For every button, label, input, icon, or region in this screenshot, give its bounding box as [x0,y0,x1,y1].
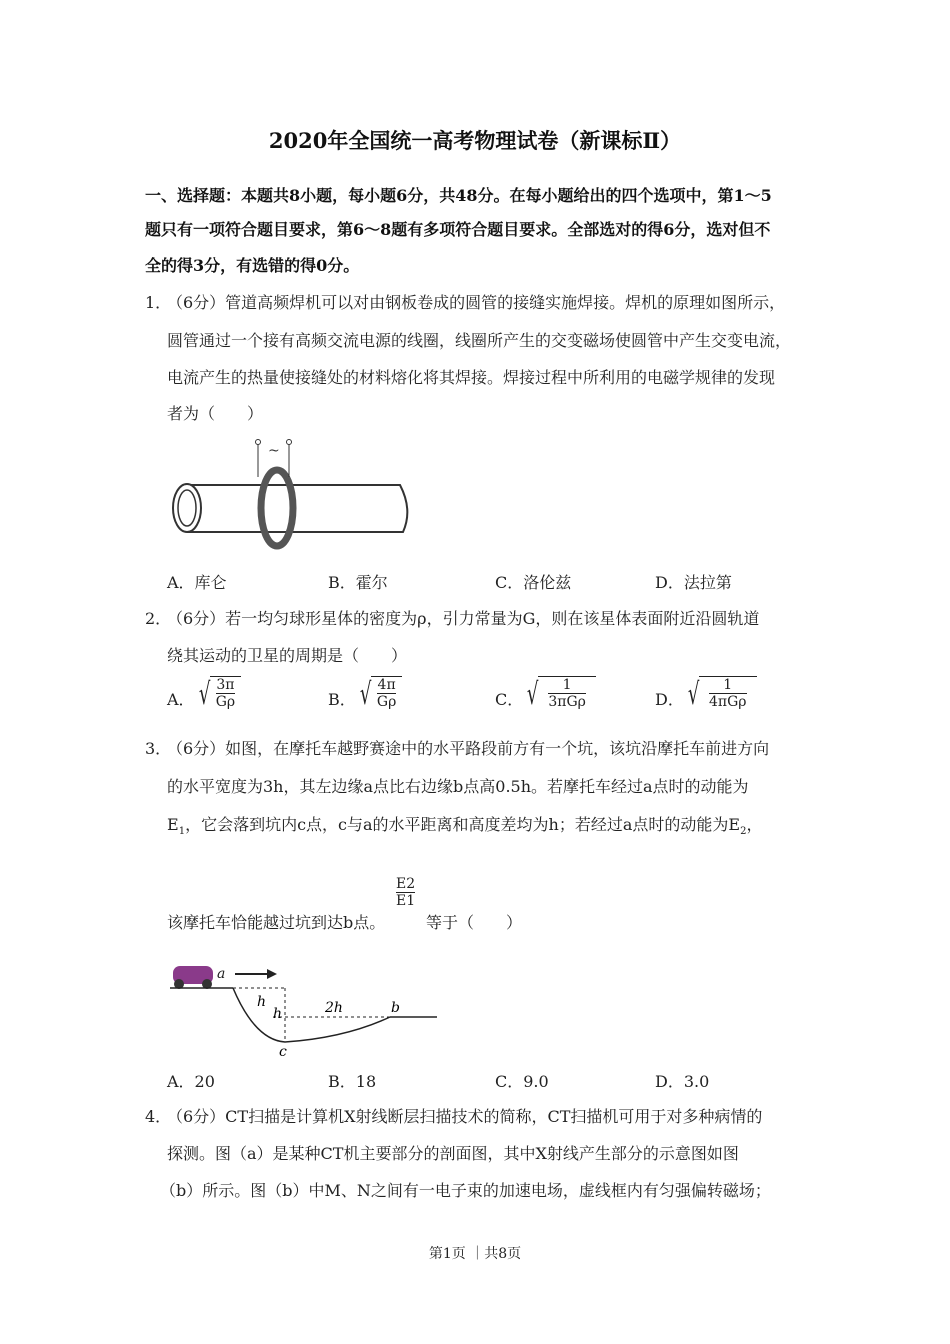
question-text: 的水平宽度为3h，其左边缘a点比右边缘b点高0.5h。若摩托车经过a点时的动能为 [167,777,749,796]
option-label: C． [495,690,524,709]
energy-ratio: $\frac{E2}{E1}$ [396,876,416,909]
denominator: 4πGρ [708,694,747,710]
motorcycle-pit-figure [165,960,445,1060]
svg-text:a: a [217,966,226,982]
option-label: A． [167,690,195,709]
option-a[interactable]: A．20 [167,1072,215,1091]
question-number: 4． [145,1107,172,1126]
option-label: D． [655,690,684,709]
question-text: （6分）管道高频焊机可以对由钢板卷成的圆管的接缝实施焊接。焊机的原理如图所示， [167,293,786,312]
question-text: $E_1$，它会落到坑内c点，c与a的水平距离和高度差均为h；若经过a点时的动能为$E_2$， [167,815,763,838]
option-d[interactable] [655,676,757,710]
svg-text:b: b [391,1000,400,1016]
option-c[interactable]: C．9.0 [495,1072,549,1091]
question-number: 1． [145,293,172,312]
numerator: 1 [709,677,747,694]
option-a[interactable]: A．库仑 [167,573,227,592]
numerator: 3π [216,677,235,693]
question-text: （6分）若一均匀球形星体的密度为ρ，引力常量为G，则在该星体表面附近沿圆轨道 [167,609,760,628]
question-text: 探测。图（a）是某种CT机主要部分的剖面图，其中X射线产生部分的示意图如图 [167,1144,739,1163]
option-label: B． [328,690,356,709]
question-text: 电流产生的热量使接缝处的材料熔化将其焊接。焊接过程中所利用的电磁学规律的发现 [167,368,776,387]
page-footer: 第1页 ｜共8页 [428,1246,522,1262]
option-d[interactable]: D．法拉第 [655,573,732,592]
sqrt-icon: √ [527,677,539,712]
question-text: （b）所示。图（b）中M、N之间有一电子束的加速电场，虚线框内有匀强偏转磁场； [160,1181,771,1200]
question-number: 2． [145,609,172,628]
denominator: 3πGρ [548,694,586,710]
option-a[interactable] [167,676,241,710]
option-c[interactable] [495,676,596,710]
sqrt-icon: √ [687,677,700,712]
welding-pipe-figure [165,435,415,550]
question-text: 绕其运动的卫星的周期是（ ） [167,646,408,665]
question-text: 该摩托车恰能越过坑到达b点。 [167,913,386,932]
question-text: （6分）如图，在摩托车越野赛途中的水平路段前方有一个坑，该坑沿摩托车前进方向 [167,739,770,758]
section-intro-line: 题只有一项符合题目要求，第6～8题有多项符合题目要求。全部选对的得6分，选对但不 [145,220,771,239]
denominator: Gρ [215,694,236,710]
question-number: 3． [145,739,172,758]
option-b[interactable]: B．霍尔 [328,573,388,592]
ac-symbol: ~ [268,443,280,459]
option-c[interactable]: C．洛伦兹 [495,573,572,592]
option-b[interactable] [328,676,402,710]
page-title: 2020年全国统一高考物理试卷（新课标Ⅱ） [268,128,682,153]
denominator: Gρ [376,694,397,710]
svg-text:h: h [257,994,267,1010]
numerator: 4π [377,677,396,693]
section-intro-line: 一、选择题：本题共8小题，每小题6分，共48分。在每小题给出的四个选项中，第1～5 [145,186,772,205]
section-intro-line: 全的得3分，有选错的得0分。 [145,256,360,275]
sqrt-icon: √ [198,677,210,712]
sqrt-icon: √ [359,677,372,712]
question-text: 圆管通过一个接有高频交流电源的线圈，线圈所产生的交变磁场使圆管中产生交变电流， [167,331,792,350]
option-b[interactable]: B．18 [328,1072,377,1091]
svg-text:2h: 2h [325,1000,343,1016]
numerator: 1 [548,677,586,694]
question-text: 者为（ ） [167,404,264,423]
question-text: 等于（ ） [426,913,523,932]
option-d[interactable]: D．3.0 [655,1072,710,1091]
question-text: （6分）CT扫描是计算机X射线断层扫描技术的简称，CT扫描机可用于对多种病情的 [167,1107,763,1126]
svg-text:h: h [273,1006,283,1022]
svg-text:c: c [279,1044,287,1060]
